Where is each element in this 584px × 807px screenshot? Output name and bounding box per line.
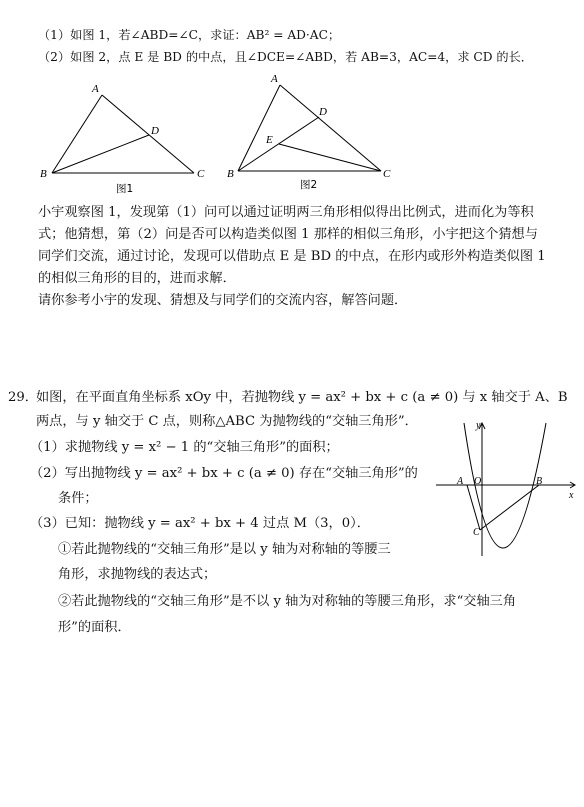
discussion-line-5: 请你参考小宇的发现、猜想及与同学们的交流内容，解答问题． [38, 293, 408, 308]
problem29-part1: （1）求抛物线 y = x² − 1 的“交轴三角形”的面积； [30, 440, 339, 455]
fig1-label-c: C [197, 168, 205, 180]
discussion-line-1: 小宇观察图 1，发现第（1）问可以通过证明两三角形相似得出比例式，进而化为等积 [38, 205, 534, 220]
fig2-label-e: E [266, 134, 273, 146]
graph-label-y: y [476, 420, 481, 431]
fig1-label-a: A [92, 83, 99, 95]
problem29-sub2-b: 形”的面积． [58, 620, 131, 635]
problem29-sub1-b: 角形，求抛物线的表达式； [58, 567, 217, 582]
graph-label-c: C [473, 527, 480, 538]
graph-label-a: A [457, 476, 464, 487]
problem28-part2: （2）如图 2，点 E 是 BD 的中点，且∠DCE=∠ABD，若 AB=3，AC=4，求 CD 的长． [38, 50, 533, 64]
discussion-line-2: 式；他猜想，第（2）问是否可以构造类似图 1 那样的相似三角形，小宇把这个猜想与 [38, 227, 538, 242]
problem28-part1: （1）如图 1，若∠ABD=∠C，求证：AB² = AD·AC； [38, 28, 341, 42]
problem29-sub2-a: ②若此抛物线的“交轴三角形”是不以 y 轴为对称轴的等腰三角形，求“交轴三角 [58, 594, 517, 609]
problem29-part2-a: （2）写出抛物线 y = ax² + bx + c (a ≠ 0) 存在“交轴三角形”的 [30, 466, 418, 481]
fig1-side-ab [52, 95, 102, 173]
fig2-label-c: C [383, 168, 391, 180]
parabola-graph [436, 418, 582, 558]
graph-label-x: x [569, 490, 574, 501]
problem29-part2-b: 条件； [58, 491, 98, 506]
fig2-caption: 图2 [300, 179, 318, 190]
fig2-side-ab [238, 85, 280, 171]
fig2-label-a: A [271, 73, 278, 85]
figure-2 [223, 70, 403, 190]
segment-ac [467, 485, 480, 530]
problem29-stem-2: 两点，与 y 轴交于 C 点，则称△ABC 为抛物线的“交轴三角形”． [36, 414, 418, 429]
fig1-label-d: D [151, 125, 159, 137]
fig1-caption: 图1 [116, 183, 134, 195]
fig2-segment-bd [238, 117, 319, 171]
graph-label-b: B [536, 476, 543, 487]
segment-bc [480, 485, 539, 530]
figure-1 [30, 78, 215, 196]
problem29-number: 29． [8, 390, 38, 405]
discussion-line-3: 同学们交流，通过讨论，发现可以借助点 E 是 BD 的中点，在形内或形外构造类似图 1 [38, 249, 546, 264]
fig1-side-ac [102, 95, 194, 173]
problem29-sub1-a: ①若此抛物线的“交轴三角形”是以 y 轴为对称轴的等腰三 [58, 542, 391, 557]
problem29-part3: （3）已知：抛物线 y = ax² + bx + 4 过点 M（3，0）． [30, 516, 370, 531]
fig1-segment-bd [52, 135, 149, 173]
fig2-label-d: D [319, 106, 327, 118]
graph-label-origin: O [474, 476, 482, 487]
discussion-line-4: 的相似三角形的目的，进而求解． [38, 271, 236, 286]
fig1-label-b: B [40, 168, 47, 180]
problem29-stem-1: 如图，在平面直角坐标系 xOy 中，若抛物线 y = ax² + bx + c (a ≠ 0) 与 x 轴交于 A、B [36, 390, 568, 405]
fig2-label-b: B [227, 168, 234, 180]
